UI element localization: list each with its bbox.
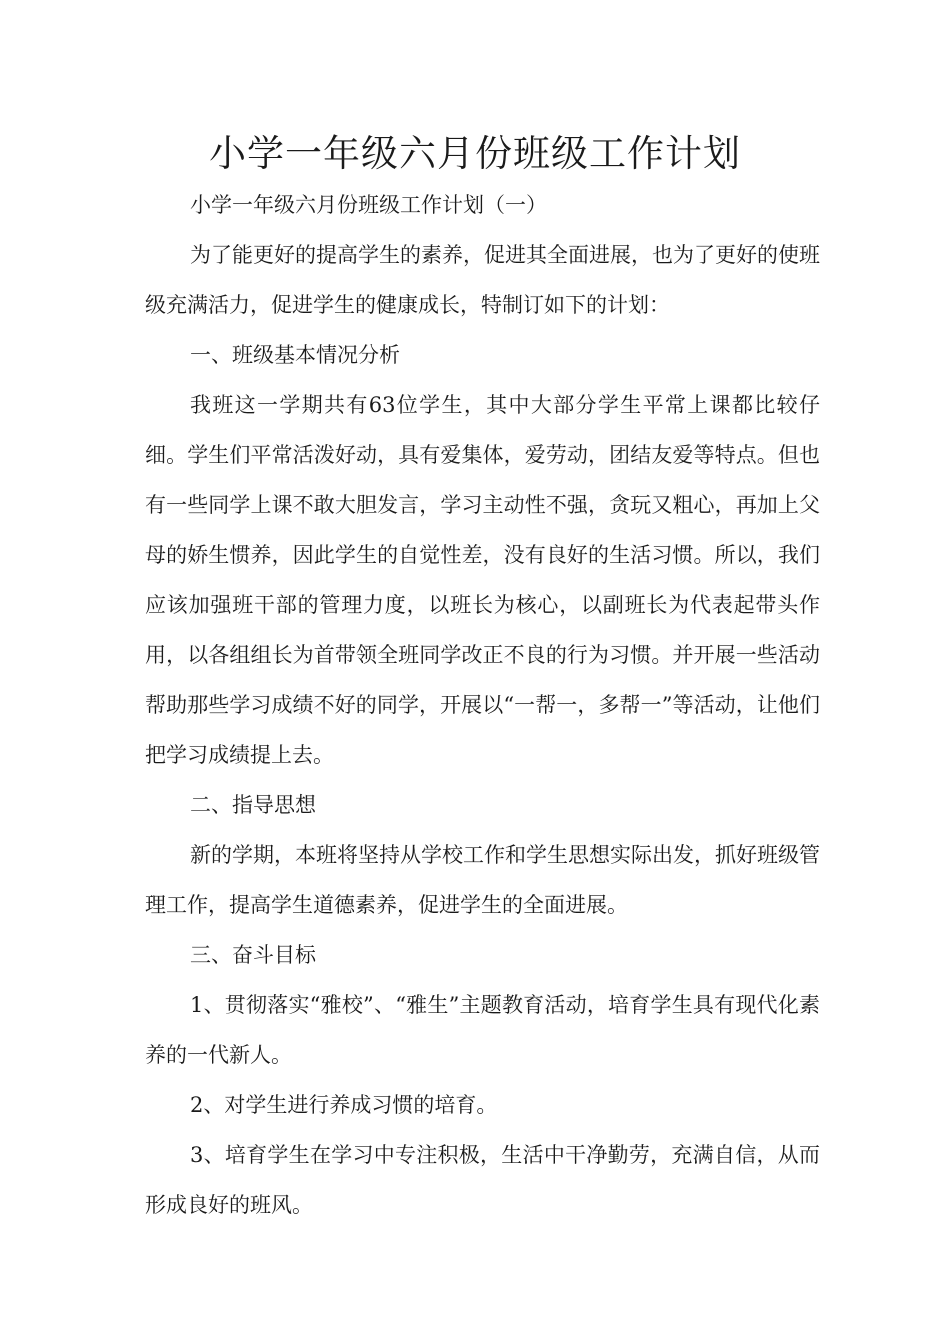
section-heading-3: 三、奋斗目标 (190, 943, 316, 967)
goal-item-3: 3、培育学生在学习中专注积极，生活中干净勤劳，充满自信，从而形成良好的班风。 (145, 1143, 820, 1217)
intro-paragraph: 为了能更好的提高学生的素养，促进其全面进展，也为了更好的使班级充满活力，促进学生的健康成长，特制订如下的计划： (145, 243, 820, 317)
subtitle-paragraph: 小学一年级六月份班级工作计划（一） (190, 193, 547, 217)
goal-item-1: 1、贯彻落实“雅校”、“雅生”主题教育活动，培育学生具有现代化素养的一代新人。 (145, 993, 820, 1067)
class-analysis-paragraph: 我班这一学期共有63位学生，其中大部分学生平常上课都比较仔细。学生们平常活泼好动，具有爱集体，爱劳动，团结友爱等特点。但也有一些同学上课不敢大胆发言，学习主动性不强，贪玩又粗心，再加上父母的娇生惯养，因此学生的自觉性差，没有良好的生活习惯。所以，我们应该加强班干部的管理力度，以班长为核心，以副班长为代表起带头作用，以各组组长为首带领全班同学改正不良的行为习惯。并开展一些活动帮助那些学习成绩不好的同学，开展以“一帮一，多帮一”等活动，让他们把学习成绩提上去。 (145, 393, 820, 767)
section-heading-1: 一、班级基本情况分析 (190, 343, 400, 367)
document-title: 小学一年级六月份班级工作计划 (209, 132, 741, 175)
document-body (145, 180, 820, 1230)
guiding-thought-paragraph: 新的学期，本班将坚持从学校工作和学生思想实际出发，抓好班级管理工作，提高学生道德素养，促进学生的全面进展。 (145, 843, 820, 917)
goal-item-2: 2、对学生进行养成习惯的培育。 (190, 1093, 498, 1117)
section-heading-2: 二、指导思想 (190, 793, 316, 817)
